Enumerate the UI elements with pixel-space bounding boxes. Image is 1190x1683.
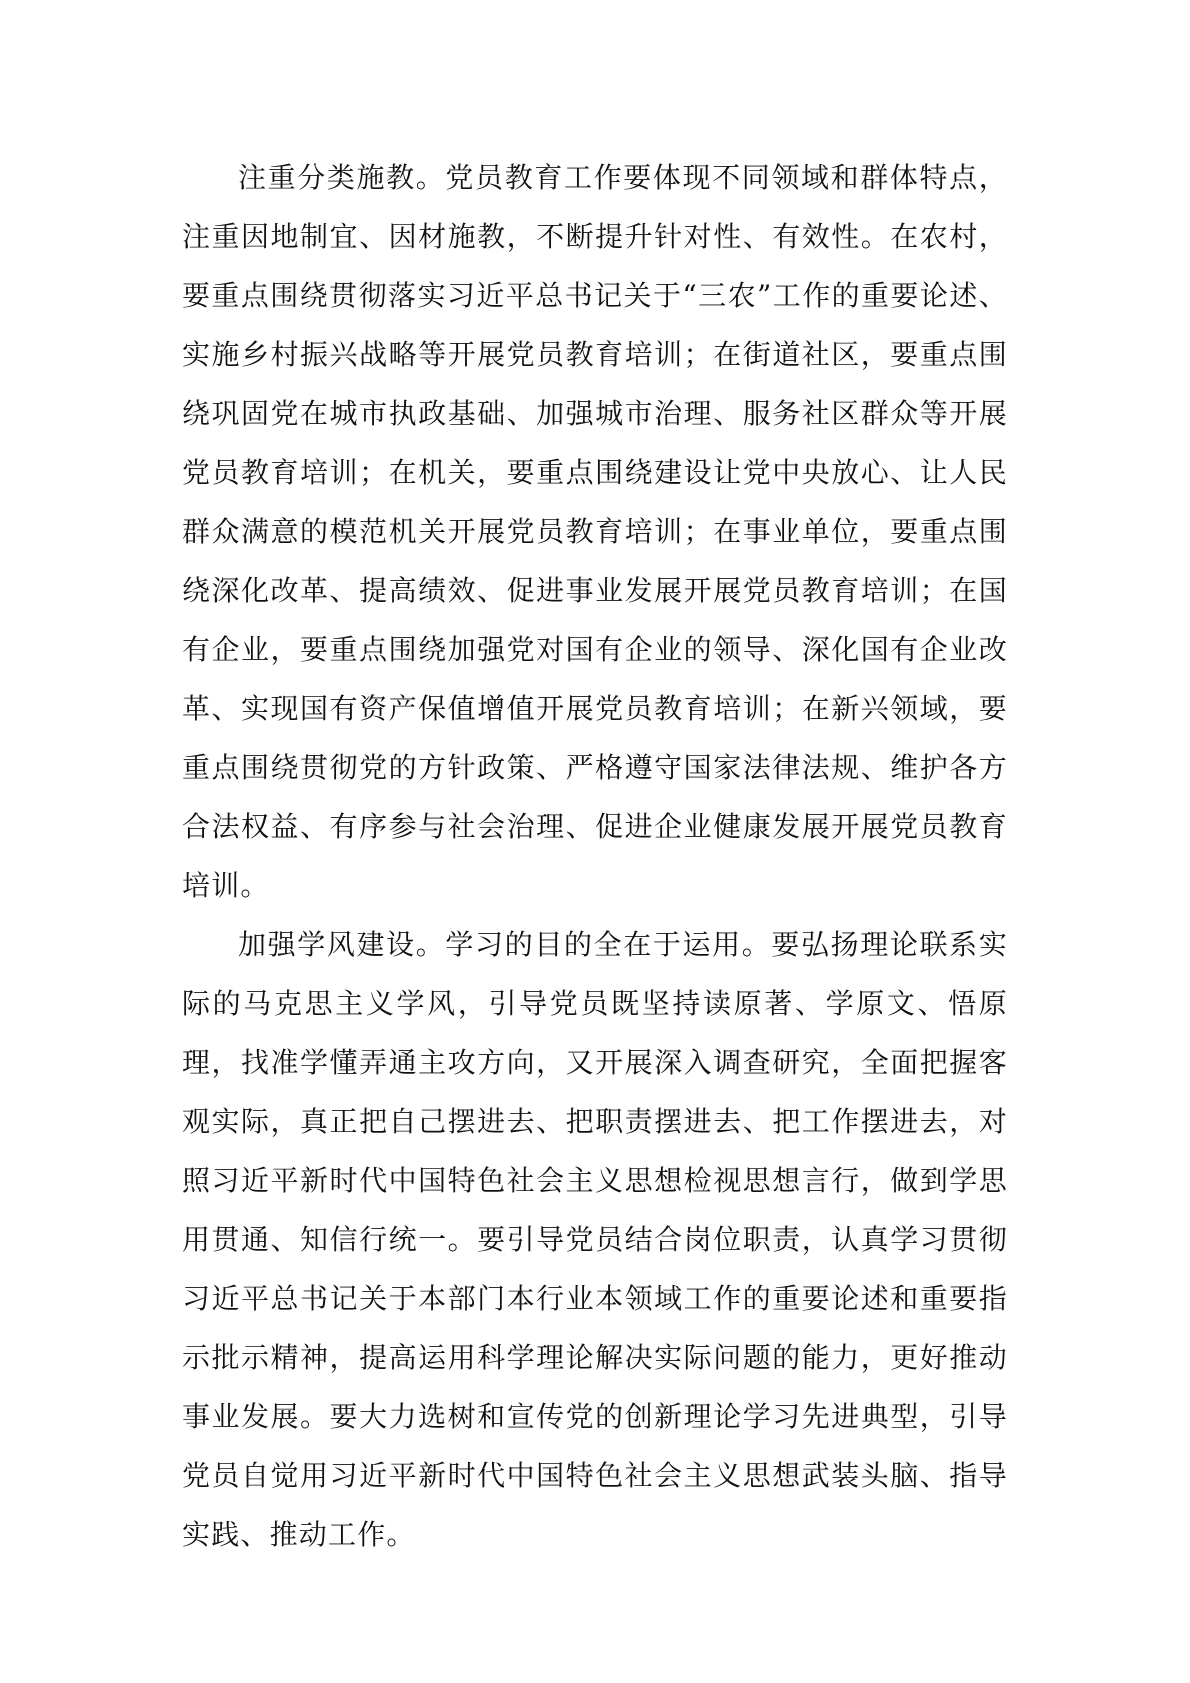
- paragraph-study-style: 加强学风建设。学习的目的全在于运用。要弘扬理论联系实际的马克思主义学风，引导党员既坚持读原著、学原文、悟原理，找准学懂弄通主攻方向，又开展深入调查研究，全面把握客观实际，真正把自己摆进去、把职责摆进去、把工作摆进去，对照习近平新时代中国特色社会主义思想检视思想言行，做到学思用贯通、知信行统一。要引导党员结合岗位职责，认真学习贯彻习近平总书记关于本部门本行业本领域工作的重要论述和重要指示批示精神，提高运用科学理论解决实际问题的能力，更好推动事业发展。要大力选树和宣传党的创新理论学习先进典型，引导党员自觉用习近平新时代中国特色社会主义思想武装头脑、指导实践、推动工作。: [182, 928, 1008, 1551]
- document-body: [182, 148, 1008, 1564]
- paragraph-classified-education: 注重分类施教。党员教育工作要体现不同领域和群体特点，注重因地制宜、因材施教，不断提升针对性、有效性。在农村，要重点围绕贯彻落实习近平总书记关于“三农”工作的重要论述、实施乡村振兴战略等开展党员教育培训；在街道社区，要重点围绕巩固党在城市执政基础、加强城市治理、服务社区群众等开展党员教育培训；在机关，要重点围绕建设让党中央放心、让人民群众满意的模范机关开展党员教育培训；在事业单位，要重点围绕深化改革、提高绩效、促进事业发展开展党员教育培训；在国有企业，要重点围绕加强党对国有企业的领导、深化国有企业改革、实现国有资产保值增值开展党员教育培训；在新兴领域，要重点围绕贯彻党的方针政策、严格遵守国家法律法规、维护各方合法权益、有序参与社会治理、促进企业健康发展开展党员教育培训。: [182, 161, 1008, 902]
